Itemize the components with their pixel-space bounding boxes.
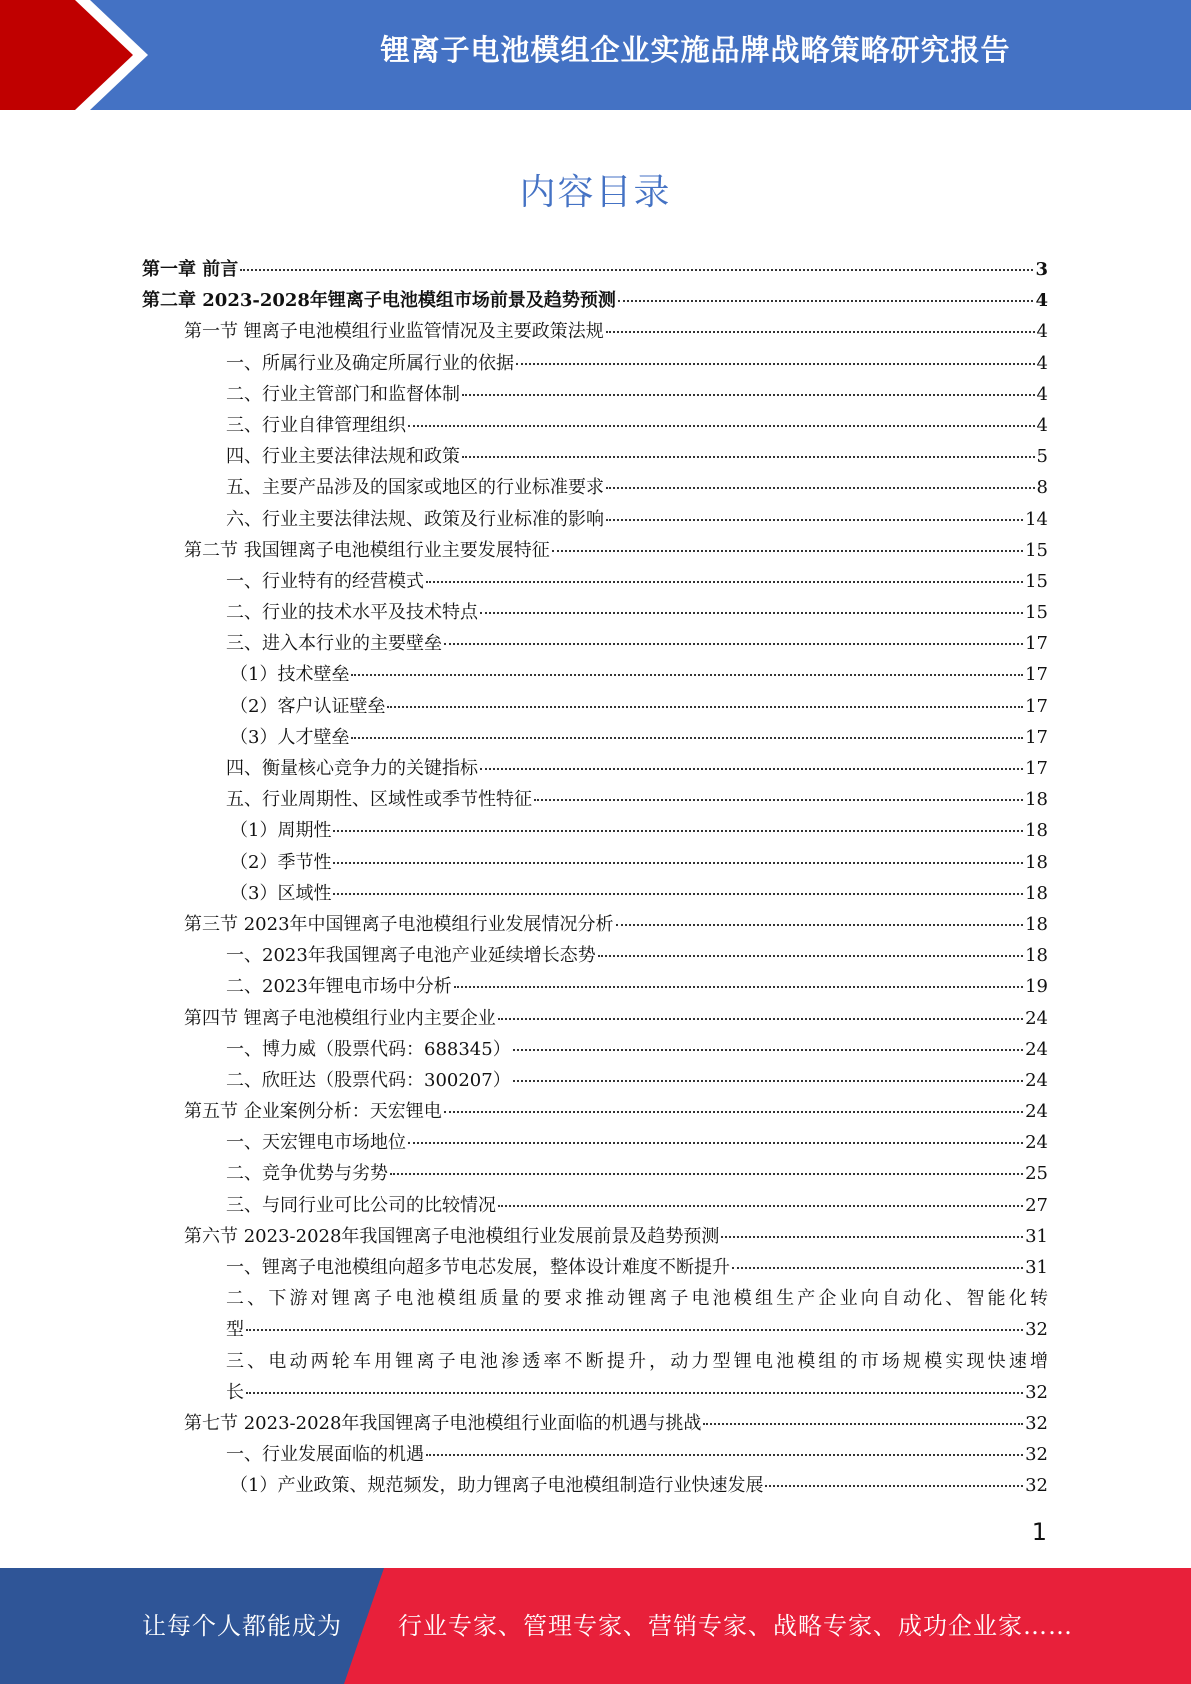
toc-leader-dots [246, 1392, 1023, 1394]
toc-leader-dots [426, 581, 1023, 583]
footer-slogan-right: 行业专家、管理专家、营销专家、战略专家、成功企业家…… [398, 1612, 1073, 1640]
toc-entry[interactable] [142, 410, 1048, 441]
toc-leader-dots [498, 1205, 1023, 1207]
toc-leader-dots [246, 1329, 1023, 1331]
toc-entry[interactable] [142, 628, 1048, 659]
table-of-contents [142, 254, 1048, 1502]
toc-entry-label: （1）产业政策、规范频发，助力锂离子电池模组制造行业快速发展 [230, 1475, 764, 1497]
report-title: 锂离子电池模组企业实施品牌战略策略研究报告 [380, 33, 1011, 67]
toc-entry[interactable] [142, 784, 1048, 815]
toc-entry-label: （3）人才壁垒 [230, 726, 350, 748]
toc-leader-dots [616, 924, 1024, 926]
toc-leader-dots [333, 830, 1023, 832]
toc-entry[interactable] [142, 659, 1048, 690]
toc-entry-page: 31 [1025, 1225, 1048, 1247]
toc-entry-page: 24 [1025, 1007, 1048, 1029]
toc-leader-dots [480, 612, 1023, 614]
toc-entry-label: 五、主要产品涉及的国家或地区的行业标准要求 [226, 477, 604, 499]
toc-entry[interactable] [142, 1470, 1048, 1501]
toc-entry[interactable] [142, 348, 1048, 379]
toc-entry-label: 第四节 锂离子电池模组行业内主要企业 [184, 1007, 496, 1029]
toc-entry-label: 四、行业主要法律法规和政策 [226, 446, 460, 468]
toc-leader-dots [516, 363, 1035, 365]
toc-entry-label-line2: 长 [226, 1381, 244, 1403]
toc-entry-page: 14 [1025, 508, 1048, 530]
toc-leader-dots [444, 1111, 1023, 1113]
toc-entry-page: 19 [1025, 976, 1048, 998]
page-header [0, 0, 1191, 110]
toc-leader-dots [606, 331, 1035, 333]
toc-entry-wrapped[interactable] [142, 1346, 1048, 1408]
toc-entry[interactable] [142, 1439, 1048, 1470]
toc-leader-dots [390, 1173, 1023, 1175]
toc-entry[interactable] [142, 691, 1048, 722]
toc-leader-dots [765, 1485, 1023, 1487]
toc-entry[interactable] [142, 815, 1048, 846]
toc-leader-dots [454, 986, 1023, 988]
toc-entry-page: 4 [1035, 290, 1048, 312]
toc-leader-dots [462, 394, 1035, 396]
toc-entry[interactable] [142, 472, 1048, 503]
toc-entry-page: 15 [1025, 602, 1048, 624]
toc-entry[interactable] [142, 316, 1048, 347]
toc-entry[interactable] [142, 535, 1048, 566]
toc-entry[interactable] [142, 971, 1048, 1002]
toc-entry[interactable] [142, 1408, 1048, 1439]
toc-entry-label: 第二章 2023-2028年锂离子电池模组市场前景及趋势预测 [142, 290, 616, 312]
toc-entry[interactable] [142, 254, 1048, 285]
toc-entry-page: 32 [1025, 1319, 1048, 1341]
toc-entry-page: 4 [1036, 321, 1048, 343]
toc-entry-page: 18 [1025, 851, 1048, 873]
toc-entry[interactable] [142, 1127, 1048, 1158]
toc-entry-wrapped[interactable] [142, 1283, 1048, 1345]
toc-leader-dots [534, 799, 1023, 801]
toc-entry[interactable] [142, 1190, 1048, 1221]
toc-leader-dots [333, 893, 1023, 895]
toc-entry[interactable] [142, 441, 1048, 472]
toc-entry-label: 一、行业发展面临的机遇 [226, 1444, 424, 1466]
toc-entry-label: 二、竞争优势与劣势 [226, 1163, 388, 1185]
toc-entry-page: 15 [1025, 539, 1048, 561]
toc-entry-page: 27 [1025, 1194, 1048, 1216]
toc-entry[interactable] [142, 504, 1048, 535]
toc-leader-dots [618, 300, 1034, 302]
toc-entry-label: （2）季节性 [230, 851, 332, 873]
toc-entry-page: 4 [1036, 383, 1048, 405]
toc-entry[interactable] [142, 1065, 1048, 1096]
toc-entry[interactable] [142, 940, 1048, 971]
toc-entry[interactable] [142, 285, 1048, 316]
toc-entry-label: （3）区域性 [230, 882, 332, 904]
toc-entry-continuation [226, 1314, 1048, 1345]
toc-leader-dots [513, 1080, 1023, 1082]
toc-entry[interactable] [142, 1252, 1048, 1283]
toc-entry-label: 第一节 锂离子电池模组行业监管情况及主要政策法规 [184, 321, 604, 343]
toc-entry-page: 32 [1025, 1412, 1048, 1434]
toc-entry-label: 第三节 2023年中国锂离子电池模组行业发展情况分析 [184, 913, 614, 935]
toc-leader-dots [408, 425, 1035, 427]
toc-heading: 内容目录 [519, 172, 672, 213]
toc-entry[interactable] [142, 753, 1048, 784]
toc-entry-page: 8 [1036, 477, 1048, 499]
toc-entry-label: 二、行业的技术水平及技术特点 [226, 602, 478, 624]
toc-entry-page: 24 [1025, 1038, 1048, 1060]
toc-entry-label: 第二节 我国锂离子电池模组行业主要发展特征 [184, 539, 550, 561]
toc-entry-label: 第一章 前言 [142, 259, 239, 280]
toc-entry-label: 一、博力威（股票代码：688345） [226, 1038, 511, 1060]
toc-leader-dots [333, 862, 1023, 864]
toc-entry-label: 二、2023年锂电市场中分析 [226, 976, 452, 998]
toc-entry-page: 17 [1025, 633, 1048, 655]
toc-entry-page: 17 [1025, 758, 1048, 779]
toc-entry[interactable] [142, 597, 1048, 628]
toc-entry-label: 第五节 企业案例分析：天宏锂电 [184, 1101, 442, 1123]
page-footer [0, 1568, 1191, 1684]
toc-entry-page: 4 [1036, 352, 1048, 374]
toc-entry[interactable] [142, 878, 1048, 909]
toc-entry-page: 24 [1025, 1101, 1048, 1123]
toc-entry-page: 24 [1025, 1069, 1048, 1091]
toc-leader-dots [462, 456, 1035, 458]
toc-entry[interactable] [142, 847, 1048, 878]
toc-entry[interactable] [142, 1034, 1048, 1065]
toc-entry-label: 二、欣旺达（股票代码：300207） [226, 1069, 511, 1091]
toc-leader-dots [498, 1018, 1023, 1020]
footer-slogan-left: 让每个人都能成为 [142, 1612, 342, 1640]
toc-entry-page: 17 [1025, 726, 1048, 748]
toc-entry-page: 18 [1025, 789, 1048, 811]
toc-entry[interactable] [142, 1221, 1048, 1252]
toc-leader-dots [513, 1049, 1023, 1051]
toc-entry-page: 31 [1025, 1257, 1048, 1278]
toc-entry-label: 三、进入本行业的主要壁垒 [226, 633, 442, 655]
toc-leader-dots [732, 1267, 1023, 1269]
toc-entry-page: 32 [1025, 1475, 1048, 1497]
toc-entry[interactable] [142, 1096, 1048, 1127]
toc-leader-dots [703, 1423, 1023, 1425]
toc-entry-label: （2）客户认证壁垒 [230, 695, 386, 717]
toc-entry-label: 一、行业特有的经营模式 [226, 570, 424, 592]
toc-entry-label: 一、天宏锂电市场地位 [226, 1132, 406, 1154]
page-number: 1 [1031, 1518, 1047, 1546]
toc-entry-label-line2: 型 [226, 1319, 244, 1341]
toc-leader-dots [552, 550, 1023, 552]
toc-entry-label: 四、衡量核心竞争力的关键指标 [226, 758, 478, 779]
toc-entry-page: 18 [1025, 820, 1048, 842]
toc-entry-page: 32 [1025, 1381, 1048, 1403]
toc-entry-label: （1）周期性 [230, 820, 332, 842]
toc-leader-dots [240, 269, 1033, 271]
toc-leader-dots [444, 643, 1023, 645]
toc-leader-dots [606, 487, 1035, 489]
toc-leader-dots [606, 519, 1023, 521]
toc-entry-continuation [226, 1377, 1048, 1408]
toc-entry-label: 六、行业主要法律法规、政策及行业标准的影响 [226, 508, 604, 530]
toc-entry-label: 一、锂离子电池模组向超多节电芯发展，整体设计难度不断提升 [226, 1257, 730, 1278]
toc-entry-label: 三、与同行业可比公司的比较情况 [226, 1194, 496, 1216]
toc-leader-dots [387, 706, 1023, 708]
toc-entry-label: 五、行业周期性、区域性或季节性特征 [226, 789, 532, 811]
toc-entry[interactable] [142, 909, 1048, 940]
toc-entry-label: 第六节 2023-2028年我国锂离子电池模组行业发展前景及趋势预测 [184, 1225, 720, 1247]
toc-entry[interactable] [142, 722, 1048, 753]
toc-leader-dots [721, 1236, 1023, 1238]
toc-entry-page: 17 [1025, 664, 1048, 686]
toc-entry-page: 24 [1025, 1132, 1048, 1154]
toc-entry-page: 18 [1025, 945, 1048, 967]
toc-entry-page: 4 [1036, 414, 1048, 436]
toc-leader-dots [480, 768, 1023, 770]
toc-entry[interactable] [142, 566, 1048, 597]
toc-leader-dots [598, 955, 1023, 957]
toc-leader-dots [408, 1142, 1023, 1144]
toc-leader-dots [351, 737, 1023, 739]
toc-entry-page: 5 [1036, 446, 1048, 468]
toc-entry-page: 25 [1025, 1163, 1048, 1185]
toc-entry-page: 18 [1025, 913, 1048, 935]
toc-leader-dots [426, 1454, 1023, 1456]
toc-entry-label: 一、所属行业及确定所属行业的依据 [226, 352, 514, 374]
toc-entry-label: 一、2023年我国锂离子电池产业延续增长态势 [226, 945, 596, 967]
toc-entry-label: 第七节 2023-2028年我国锂离子电池模组行业面临的机遇与挑战 [184, 1412, 702, 1434]
toc-entry-label-line1: 二、下游对锂离子电池模组质量的要求推动锂离子电池模组生产企业向自动化、智能化转 [226, 1288, 1048, 1310]
toc-entry[interactable] [142, 1158, 1048, 1189]
toc-entry-page: 32 [1025, 1444, 1048, 1466]
toc-entry-page: 18 [1025, 882, 1048, 904]
toc-entry-page: 15 [1025, 570, 1048, 592]
toc-entry-label: 三、行业自律管理组织 [226, 414, 406, 436]
toc-entry[interactable] [142, 1003, 1048, 1034]
toc-entry-label-line1: 三、电动两轮车用锂离子电池渗透率不断提升，动力型锂电池模组的市场规模实现快速增 [226, 1350, 1048, 1372]
toc-leader-dots [351, 674, 1023, 676]
toc-entry[interactable] [142, 379, 1048, 410]
toc-entry-page: 3 [1035, 259, 1048, 280]
toc-entry-page: 17 [1025, 695, 1048, 717]
toc-entry-label: 二、行业主管部门和监督体制 [226, 383, 460, 405]
toc-entry-label: （1）技术壁垒 [230, 664, 350, 686]
